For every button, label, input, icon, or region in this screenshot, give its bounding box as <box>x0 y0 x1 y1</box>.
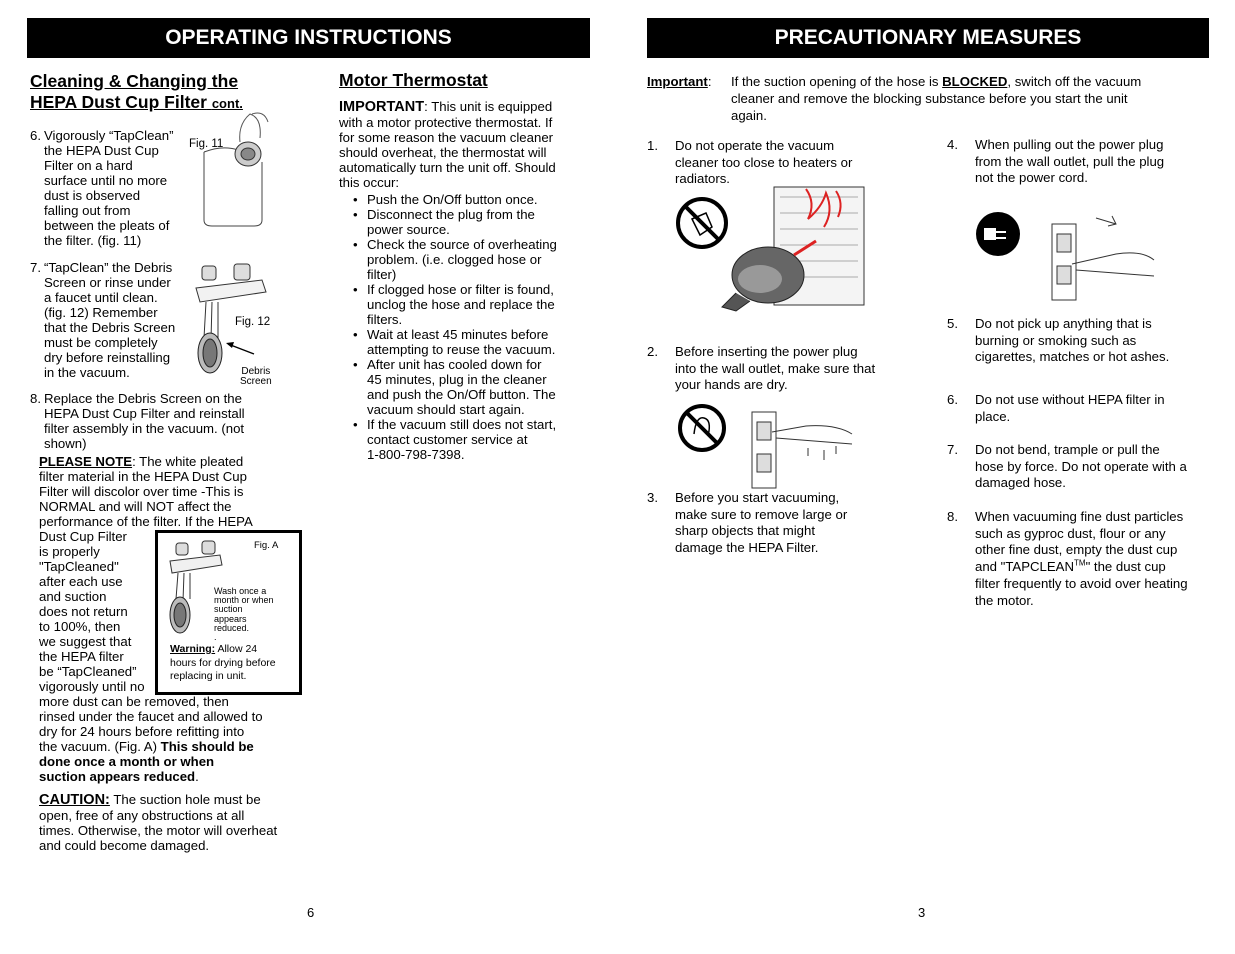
caution-label: CAUTION: <box>39 792 110 808</box>
left-page-number: 6 <box>307 905 315 920</box>
bullet-item: • Check the source of overheating problem. (i.e. clogged hose or filter) <box>353 237 557 282</box>
right-page-number: 3 <box>918 905 926 920</box>
debris-screen-label: Debris Screen <box>240 366 272 387</box>
caution: CAUTION: The suction hole must be open, free of any obstructions at all times. Otherwise, the motor will overheat and could become damaged. <box>39 792 278 853</box>
fig-a-label: Fig. A <box>254 540 279 551</box>
bullet-item: • After unit has cooled down for 45 minutes, plug in the cleaner and push the On/Off button. The vacuum should start again. <box>353 357 556 417</box>
step-text: Replace the Debris Screen on the HEPA Dust Cup Filter and reinstall filter assembly in the vacuum. (not shown) <box>44 391 245 451</box>
please-note: PLEASE NOTE: The white pleated filter material in the HEPA Dust Cup Filter will discolor over time -This is NORMAL and will NOT affect the performance of the filter. If the HEPA Dust Cup Filter is properly "TapCleaned" after each use and suction does not return to 100%, then we suggest that the HEPA filter be “TapCleaned” vigorously until no more dust can be removed, then rinsed under the faucet and allowed to dry for 24 hours before refitting into the vacuum. (Fig. A) This should be done once a month or when suction appears reduced. <box>39 454 263 784</box>
thermostat-intro: IMPORTANT: This unit is equipped with a motor protective thermostat. If for some reason the vacuum cleaner should overheat, the thermostat will automatically turn the unit off. Should this occur: <box>339 99 556 190</box>
step-number: 8. <box>30 391 41 406</box>
wash-note: Wash once a month or when suction appears reduced. . <box>214 586 274 643</box>
section-title-line2: HEPA Dust Cup Filter cont. <box>30 92 243 112</box>
bullet-item: • If the vacuum still does not start, contact customer service at 1-800-798-7398. <box>353 417 557 462</box>
section-title-line1: Cleaning & Changing the <box>30 71 239 91</box>
step-number: 7. <box>30 260 41 275</box>
important-label: Important <box>647 74 708 89</box>
fig12-label: Fig. 12 <box>235 316 271 328</box>
title-cont: cont. <box>211 96 243 111</box>
heater-warning-illustration <box>676 183 876 323</box>
bullet-item: • Disconnect the plug from the power source. <box>353 207 535 237</box>
wet-hands-warning-illustration <box>676 404 856 494</box>
fig11-label: Fig. 11 <box>189 138 224 150</box>
warning-note: Warning: Allow 24 hours for drying before replacing in unit. <box>170 643 276 682</box>
step-text: “TapClean” the Debris Screen or rinse under a faucet until clean. (fig. 12) Remember that the Debris Screen must be completely dry before reinstalling in the vacuum. <box>44 260 176 380</box>
fig-a-box <box>155 530 302 695</box>
section-title-cleaning <box>30 71 243 114</box>
important-note: Important: If the suction opening of the hose is BLOCKED, switch off the vacuum cleaner and remove the blocking substance before you start the unit again. <box>647 74 1142 123</box>
step-text: Vigorously “TapClean” the HEPA Dust Cup Filter on a hard surface until no more dust is observed falling out from between the pleats of the filter. (fig. 11) <box>44 128 174 248</box>
fig11-illustration <box>190 112 270 230</box>
warning-label: Warning: <box>170 643 216 655</box>
bullet-item: • If clogged hose or filter is found, unclog the hose and replace the filters. <box>353 282 555 327</box>
motor-thermostat-title: Motor Thermostat <box>339 70 488 90</box>
unplug-illustration <box>976 210 1156 302</box>
fig-a-illustration <box>162 537 222 649</box>
bullet-item: • Push the On/Off button once. <box>353 192 538 207</box>
right-banner: PRECAUTIONARY MEASURES <box>647 18 1209 58</box>
left-banner: OPERATING INSTRUCTIONS <box>27 18 590 58</box>
important-label: IMPORTANT <box>339 99 425 115</box>
step-number: 6. <box>30 128 41 143</box>
please-note-label: PLEASE NOTE <box>39 454 133 469</box>
thermostat-bullets <box>339 192 589 462</box>
bullet-item: • Wait at least 45 minutes before attempting to reuse the vacuum. <box>353 327 556 357</box>
